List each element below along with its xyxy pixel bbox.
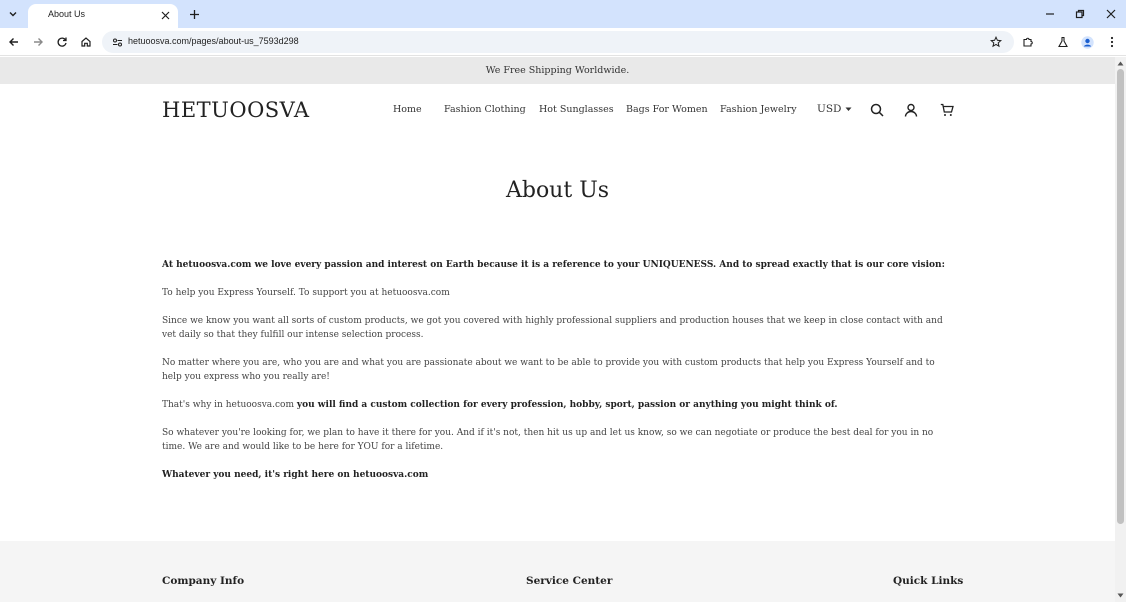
- new-tab-button[interactable]: [186, 6, 202, 22]
- close-window-button[interactable]: [1103, 6, 1119, 22]
- caret-down-icon: [845, 107, 852, 112]
- plus-icon: [189, 9, 200, 20]
- restore-icon: [1075, 9, 1085, 19]
- reload-button[interactable]: [54, 34, 70, 50]
- home-button[interactable]: [78, 34, 94, 50]
- close-icon: [161, 11, 170, 20]
- search-icon: [870, 103, 884, 117]
- scrollbar-thumb[interactable]: [1117, 69, 1124, 524]
- nav-bags-for-women[interactable]: Bags For Women: [626, 104, 708, 115]
- collection-lead: That's why in hetuoosva.com: [162, 400, 297, 410]
- search-button[interactable]: [869, 102, 885, 118]
- home-icon: [80, 36, 92, 48]
- close-icon: [1106, 9, 1116, 19]
- user-icon: [904, 103, 918, 117]
- site-header: [0, 84, 1115, 138]
- currency-selector[interactable]: [817, 103, 852, 115]
- page-title: About Us: [505, 178, 610, 203]
- paragraph-mission: To help you Express Yourself. To support you at hetuoosva.com: [162, 288, 450, 298]
- url-text: hetuoosva.com/pages/about-us_7593d298: [128, 36, 299, 46]
- browser-tab-bar: [0, 0, 1126, 28]
- tab-title: About Us: [48, 9, 86, 19]
- extensions-button[interactable]: [1020, 34, 1036, 50]
- back-button[interactable]: [6, 34, 22, 50]
- browser-tab-active[interactable]: [28, 4, 178, 28]
- cart-icon: [940, 103, 954, 117]
- browser-menu-button[interactable]: [1104, 34, 1120, 50]
- arrow-left-icon: [8, 36, 20, 48]
- nav-home[interactable]: Home: [393, 104, 422, 115]
- tab-search-button[interactable]: [4, 5, 22, 23]
- paragraph-intro: [162, 258, 952, 272]
- paragraph-intro-text: At hetuoosva.com we love every passion and interest on Earth because it is a reference to your UNIQUENESS. And to spread exactly that is our core vision:: [162, 260, 945, 270]
- site-footer: [0, 541, 1115, 602]
- puzzle-icon: [1022, 36, 1034, 48]
- arrow-right-icon: [32, 36, 44, 48]
- collection-emphasis: you will find a custom collection for every profession, hobby, sport, passion or anything you might think of.: [296, 400, 838, 410]
- nav-fashion-jewelry[interactable]: Fashion Jewelry: [720, 104, 797, 115]
- footer-company-info-heading: Company Info: [162, 575, 245, 587]
- labs-button[interactable]: [1055, 34, 1071, 50]
- bookmark-star-icon[interactable]: [988, 34, 1004, 50]
- announcement-bar: We Free Shipping Worldwide.: [0, 57, 1115, 84]
- address-bar[interactable]: [102, 31, 1014, 53]
- minimize-icon: [1045, 9, 1055, 19]
- footer-quick-links-heading: Quick Links: [893, 575, 964, 587]
- paragraph-closing: [162, 468, 952, 482]
- profile-button[interactable]: [1079, 34, 1095, 50]
- account-button[interactable]: [903, 102, 919, 118]
- flask-icon: [1057, 36, 1069, 48]
- paragraph-collection: [162, 398, 952, 412]
- currency-value: USD: [817, 103, 842, 115]
- closing-text: Whatever you need, it's right here on hetuoosva.com: [162, 470, 429, 480]
- site-info-icon[interactable]: [110, 35, 124, 49]
- reload-icon: [56, 36, 68, 48]
- tab-close-button[interactable]: [158, 8, 172, 22]
- about-content: [162, 258, 952, 496]
- page-scrollbar[interactable]: [1115, 57, 1126, 602]
- scroll-down-arrow-icon[interactable]: [1116, 591, 1125, 600]
- chevron-down-icon: [8, 9, 18, 19]
- cart-button[interactable]: [939, 102, 955, 118]
- profile-avatar-icon: [1081, 36, 1094, 49]
- kebab-menu-icon: [1110, 36, 1114, 48]
- scroll-up-arrow-icon[interactable]: [1116, 59, 1125, 68]
- nav-fashion-clothing[interactable]: Fashion Clothing: [444, 104, 526, 115]
- paragraph-suppliers: Since we know you want all sorts of custom products, we got you covered with highly professional suppliers and production houses that we keep in close contact with and vet daily so that they fulfill our intense selection process.: [162, 316, 943, 340]
- restore-button[interactable]: [1072, 6, 1088, 22]
- site-logo[interactable]: HETUOOSVA: [162, 98, 310, 122]
- minimize-button[interactable]: [1042, 6, 1058, 22]
- footer-service-center-heading: Service Center: [526, 575, 613, 587]
- browser-toolbar: [0, 28, 1126, 56]
- paragraph-lifetime: So whatever you're looking for, we plan to have it there for you. And if it's not, then hit us up and let us know, so we can negotiate or produce the best deal for you in no time. We are and would like to be here for YOU for a lifetime.: [162, 428, 934, 452]
- paragraph-passion: No matter where you are, who you are and what you are passionate about we want to be able to provide you with custom products that help you Express Yourself and to help you express who you really are!: [162, 358, 935, 382]
- forward-button[interactable]: [30, 34, 46, 50]
- nav-hot-sunglasses[interactable]: Hot Sunglasses: [539, 104, 614, 115]
